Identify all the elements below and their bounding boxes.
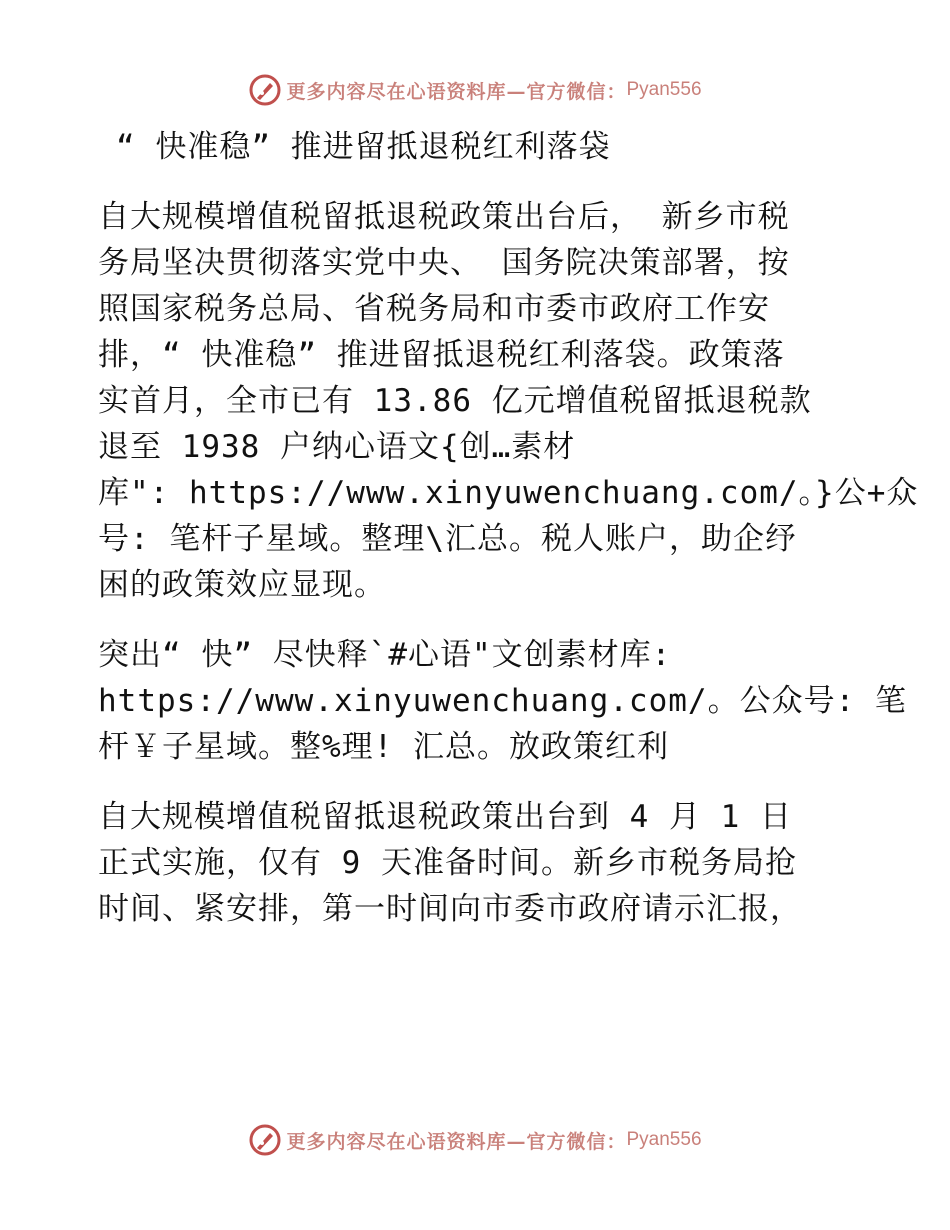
pen-circle-logo-icon — [248, 73, 282, 107]
document-title: “ 快准稳” 推进留抵退税红利落袋 — [116, 129, 611, 165]
paragraph-3 — [98, 794, 858, 932]
text-line: 实首月，全市已有 13.86 亿元增值税留抵退税款 — [98, 383, 812, 419]
text-line: 号: 笔杆子星域。整理\汇总。税人账户，助企纾 — [98, 521, 797, 557]
text-line: 困的政策效应显现。 — [98, 567, 386, 603]
text-line: 库": https://www.xinyuwenchuang.com/。}公+众 — [98, 475, 919, 511]
pen-circle-logo-icon — [248, 1123, 282, 1157]
text-line: 排，“ 快准稳” 推进留抵退税红利落袋。政策落 — [98, 337, 785, 373]
text-line: https://www.xinyuwenchuang.com/。公众号: 笔 — [98, 683, 907, 719]
text-line: 退至 1938 户纳心语文{创…素材 — [98, 429, 576, 465]
banner-wechat-id: Pyan556 — [626, 79, 702, 100]
header-watermark-banner — [0, 70, 950, 110]
footer-watermark-banner — [0, 1120, 950, 1160]
text-line: 时间、紧安排，第一时间向市委市政府请示汇报， — [98, 891, 802, 927]
text-line: 自大规模增值税留抵退税政策出台到 4 月 1 日 — [98, 799, 792, 835]
paragraph-1 — [98, 194, 919, 608]
paragraph-2 — [98, 632, 907, 770]
document-body — [98, 124, 919, 956]
banner-text: 更多内容尽在心语资料库—官方微信： — [286, 1130, 627, 1153]
banner-wechat-id: Pyan556 — [626, 1129, 702, 1150]
banner-text: 更多内容尽在心语资料库—官方微信： — [286, 80, 627, 103]
text-line: 突出“ 快” 尽快释`#心语"文创素材库: — [98, 637, 672, 673]
text-line: 自大规模增值税留抵退税政策出台后， 新乡市税 — [98, 199, 790, 235]
text-line: 照国家税务总局、省税务局和市委市政府工作安 — [98, 291, 770, 327]
text-line: 务局坚决贯彻落实党中央、 国务院决策部署，按 — [98, 245, 790, 281]
text-line: 杆￥子星域。整%理! 汇总。放政策红利 — [98, 729, 669, 765]
text-line: 正式实施，仅有 9 天准备时间。新乡市税务局抢 — [98, 845, 797, 881]
